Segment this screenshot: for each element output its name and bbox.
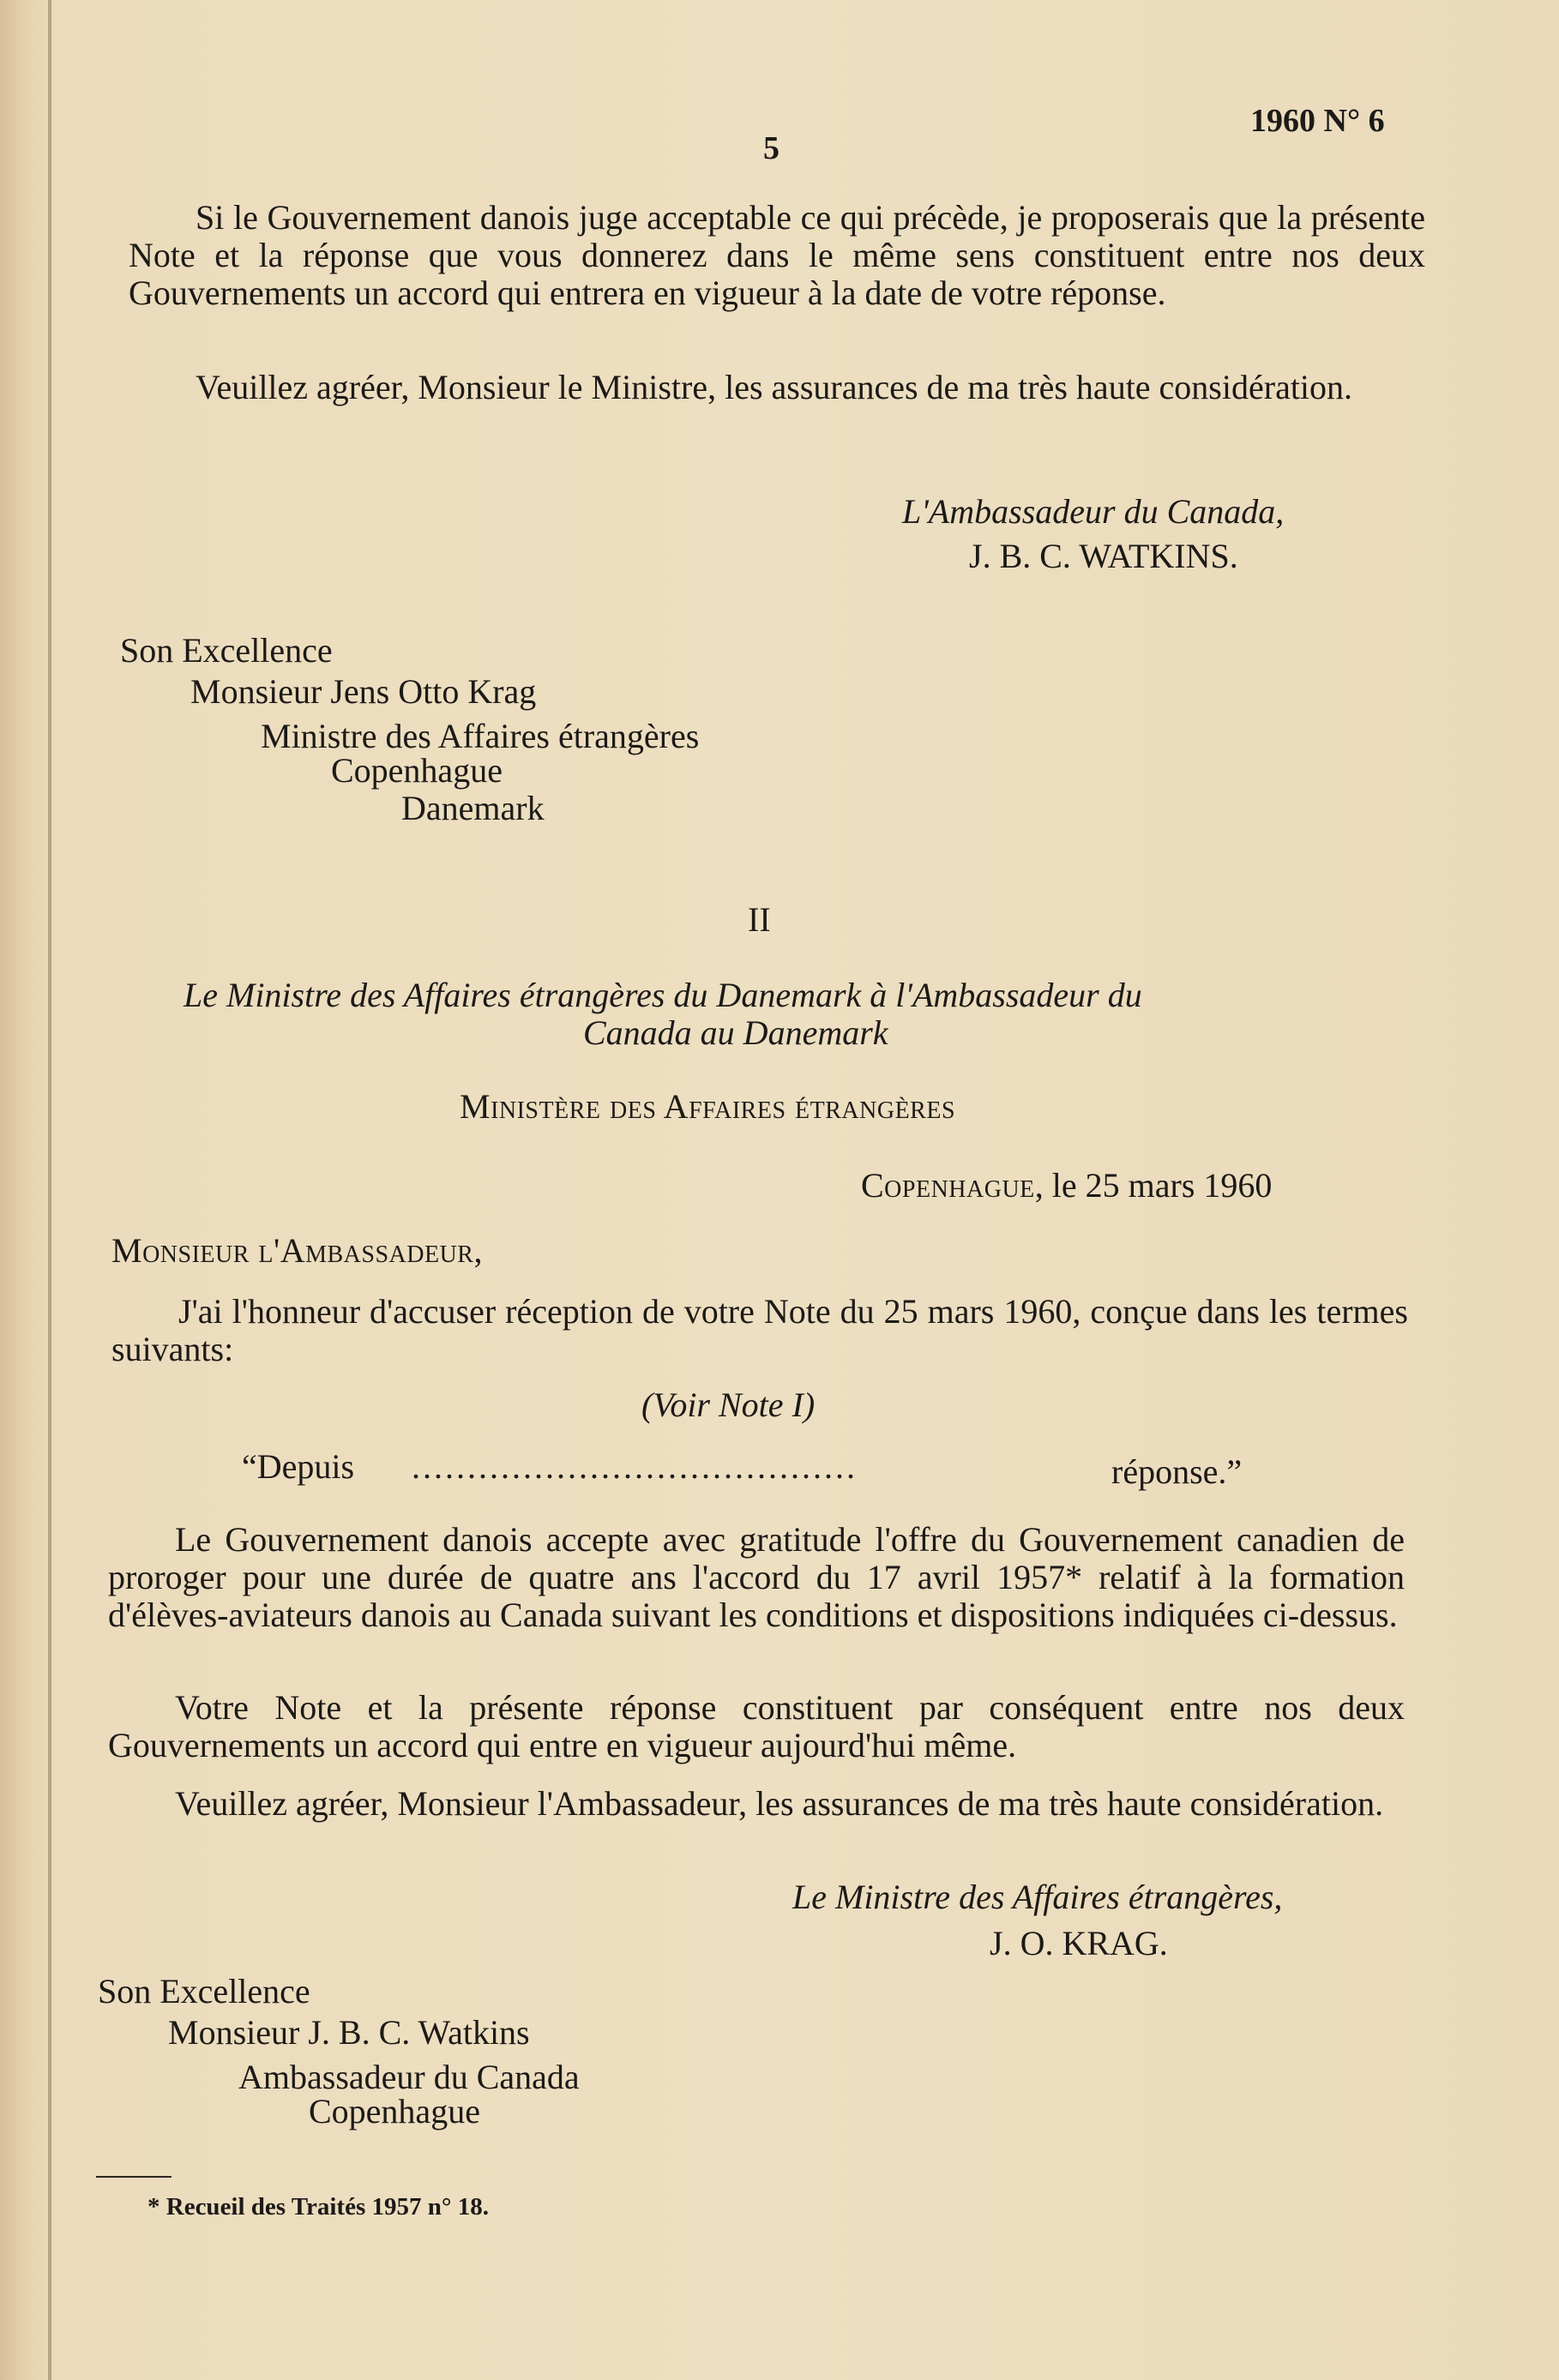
signature-title-2: Le Ministre des Affaires étrangères, xyxy=(792,1878,1283,1916)
series-number: 1960 N° 6 xyxy=(1250,103,1385,139)
closing-paragraph-1: Si le Gouvernement danois juge acceptable ce qui précède, je proposerais que la présente Note et la réponse que vous donnerez dans le même sens constituent entre nos deux Gouvernements un accord qui entrera en vigueur à la date de votre réponse. xyxy=(129,198,1425,312)
addressee-line: Ambassadeur du Canada xyxy=(238,2058,580,2096)
quote-end: réponse.” xyxy=(1111,1452,1243,1491)
note-heading-line-1: Le Ministre des Affaires étrangères du Danemark à l'Ambassadeur du xyxy=(184,976,1142,1014)
quote-start: “Depuis xyxy=(242,1447,355,1486)
binding-edge xyxy=(48,0,51,2380)
closing-paragraph-2: Veuillez agréer, Monsieur le Ministre, les assurances de ma très haute considération. xyxy=(196,368,1353,406)
section-numeral: II xyxy=(748,900,771,939)
addressee-line: Ministre des Affaires étrangères xyxy=(261,717,700,755)
salutation: Monsieur l'Ambassadeur, xyxy=(111,1231,483,1270)
addressee-line: Danemark xyxy=(401,789,545,827)
page-number: 5 xyxy=(763,130,780,166)
body-paragraph-1: J'ai l'honneur d'accuser réception de votre Note du 25 mars 1960, conçue dans les termes suivants: xyxy=(111,1292,1408,1368)
addressee-line: Monsieur Jens Otto Krag xyxy=(190,672,537,711)
place-date-line xyxy=(861,1166,1272,1205)
footnote-rule xyxy=(96,2176,172,2178)
note-heading-line-2: Canada au Danemark xyxy=(583,1013,888,1052)
signature-title-1: L'Ambassadeur du Canada, xyxy=(902,492,1285,531)
body-paragraph-2: Le Gouvernement danois accepte avec gratitude l'offre du Gouvernement canadien de proroger pour une durée de quatre ans l'accord du 17 avril 1957* relatif à la formation d'élèves-aviateurs danois au Canada suivant les conditions et dispositions indiquées ci-dessus. xyxy=(108,1520,1405,1634)
body-paragraph-4: Veuillez agréer, Monsieur l'Ambassadeur, les assurances de ma très haute considération. xyxy=(175,1784,1384,1823)
body-paragraph-3: Votre Note et la présente réponse constituent par conséquent entre nos deux Gouvernements un accord qui entre en vigueur aujourd'hui même. xyxy=(108,1688,1405,1764)
addressee-line: Son Excellence xyxy=(98,1972,310,2010)
date: , le 25 mars 1960 xyxy=(1034,1166,1273,1205)
ministry-heading: Ministère des Affaires étrangères xyxy=(460,1087,956,1126)
addressee-line: Copenhague xyxy=(309,2092,480,2131)
addressee-line: Son Excellence xyxy=(120,631,333,670)
addressee-line: Copenhague xyxy=(331,751,503,790)
addressee-line: Monsieur J. B. C. Watkins xyxy=(168,2013,530,2052)
voir-note: (Voir Note I) xyxy=(641,1385,816,1424)
place: Copenhague xyxy=(861,1166,1035,1205)
signature-name-1: J. B. C. WATKINS. xyxy=(969,537,1238,575)
signature-name-2: J. O. KRAG. xyxy=(990,1924,1168,1962)
quote-leader: ........................................ xyxy=(412,1447,858,1486)
footnote: * Recueil des Traités 1957 n° 18. xyxy=(147,2193,489,2221)
